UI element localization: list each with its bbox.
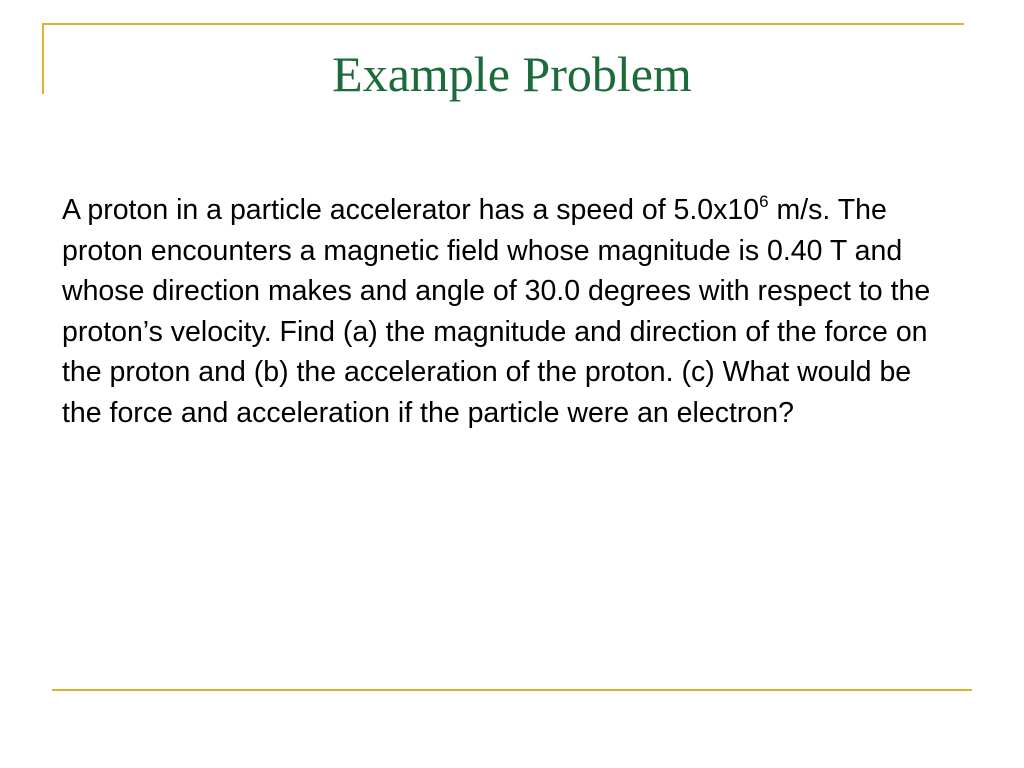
frame-bottom-rule [52, 689, 972, 691]
slide-title: Example Problem [332, 46, 692, 102]
frame-top-rule [42, 23, 964, 25]
problem-text [62, 190, 952, 433]
speed-exponent: 6 [759, 192, 769, 211]
problem-text-part-2: m/s. The proton encounters a magnetic field whose magnitude is 0.40 T and whose direction makes and angle of 30.0 degrees with respect to the proton’s velocity. Find (a) the magnitude and direction of the force on the proton and (b) the acceleration of the proton. (c) What would be the force and acceleration if the particle were an electron? [62, 194, 931, 429]
problem-text-part-1: A proton in a particle accelerator has a speed of 5.0x10 [62, 194, 760, 226]
